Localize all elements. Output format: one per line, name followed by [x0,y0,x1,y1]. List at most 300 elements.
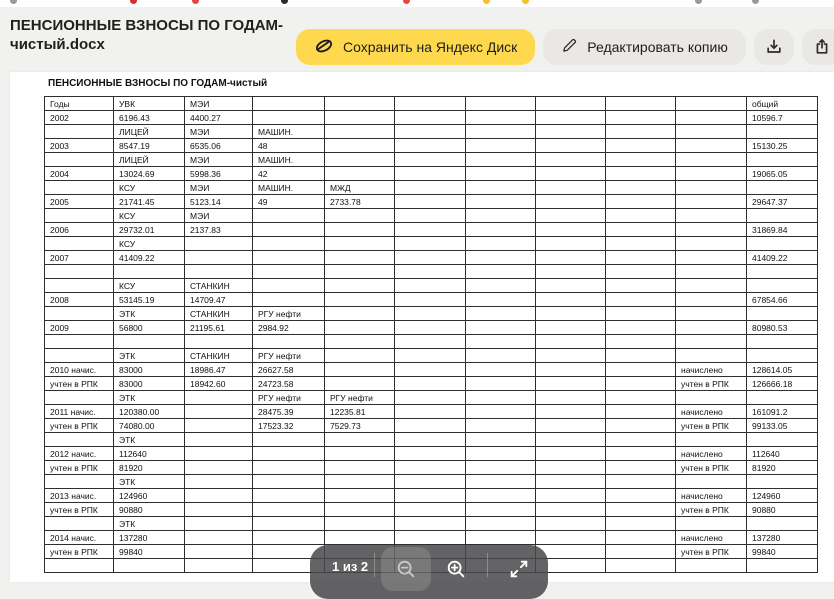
table-cell [253,461,325,475]
table-cell [747,265,818,279]
table-cell: ЛИЦЕЙ [114,153,185,167]
table-cell [606,237,676,251]
table-cell [536,405,606,419]
table-cell: РГУ нефти [325,391,395,405]
table-row [45,125,818,139]
edit-copy-label: Редактировать копию [587,39,728,55]
table-cell: 83000 [114,377,185,391]
table-row [45,461,818,475]
table-cell [747,153,818,167]
table-cell: СТАНКИН [185,349,253,363]
table-cell: 2008 [45,293,114,307]
download-button[interactable] [754,29,794,65]
table-cell [185,335,253,349]
document-viewer [0,68,834,582]
table-cell [536,489,606,503]
table-cell [747,475,818,489]
table-cell: 2014 начис. [45,531,114,545]
table-cell [466,167,536,181]
table-cell [114,335,185,349]
table-row [45,405,818,419]
table-cell: 80980.53 [747,321,818,335]
table-cell: 41409.22 [747,251,818,265]
table-cell [536,251,606,265]
table-cell: 5123.14 [185,195,253,209]
table-cell [395,335,466,349]
table-cell [185,405,253,419]
edit-copy-button[interactable] [543,29,746,65]
table-cell [676,433,747,447]
table-cell: 137280 [747,531,818,545]
viewer-header [0,7,834,68]
table-cell [466,111,536,125]
table-cell [606,391,676,405]
table-cell [185,391,253,405]
table-cell [325,307,395,321]
table-cell [676,349,747,363]
table-cell [676,265,747,279]
table-cell: СТАНКИН [185,279,253,293]
share-icon [812,37,832,57]
table-cell [466,223,536,237]
table-cell: 112640 [747,447,818,461]
table-cell: 19065.05 [747,167,818,181]
table-cell [45,433,114,447]
table-cell [325,251,395,265]
table-cell: 12235.81 [325,405,395,419]
pencil-icon [561,37,578,57]
fullscreen-button[interactable] [494,547,544,591]
table-row [45,335,818,349]
table-cell [606,321,676,335]
table-cell [606,209,676,223]
table-cell [536,279,606,293]
table-cell [395,265,466,279]
table-cell [395,321,466,335]
doc-table-body [45,97,818,573]
table-cell [466,349,536,363]
table-cell [606,195,676,209]
table-cell [466,475,536,489]
table-cell [395,125,466,139]
table-cell [536,293,606,307]
table-cell [114,559,185,573]
table-cell: РГУ нефти [253,391,325,405]
table-cell [536,237,606,251]
share-button[interactable] [802,29,834,65]
table-cell: 90880 [747,503,818,517]
table-cell: МАШИН. [253,125,325,139]
table-cell: МЭИ [185,209,253,223]
table-cell [253,531,325,545]
table-cell: 112640 [114,447,185,461]
table-row [45,111,818,125]
document-page [10,72,834,582]
table-cell [606,503,676,517]
document-heading: ПЕНСИОННЫЕ ВЗНОСЫ ПО ГОДАМ-чистый [48,78,268,89]
table-cell: 18986.47 [185,363,253,377]
table-cell [395,167,466,181]
table-cell [395,97,466,111]
table-cell [325,363,395,377]
table-cell [606,139,676,153]
table-cell [676,559,747,573]
table-cell [606,419,676,433]
table-cell [466,531,536,545]
table-cell: 99133.05 [747,419,818,433]
table-cell [325,139,395,153]
table-cell [395,461,466,475]
table-cell [747,517,818,531]
toolbar-divider [374,553,375,577]
table-cell: МЭИ [185,153,253,167]
table-cell: 81920 [114,461,185,475]
table-cell: начислено [676,531,747,545]
table-cell [676,125,747,139]
table-cell [676,391,747,405]
table-cell: 21741.45 [114,195,185,209]
table-cell [536,461,606,475]
table-cell [747,391,818,405]
table-cell: 2007 [45,251,114,265]
table-cell: начислено [676,363,747,377]
zoom-in-button[interactable] [431,547,481,591]
table-cell [676,153,747,167]
table-row [45,433,818,447]
table-cell [253,293,325,307]
table-cell [395,139,466,153]
table-cell [536,209,606,223]
table-cell [536,531,606,545]
table-cell: 99840 [747,545,818,559]
table-cell: 28475.39 [253,405,325,419]
table-cell [395,447,466,461]
table-cell [606,111,676,125]
table-cell [325,97,395,111]
table-cell: начислено [676,447,747,461]
table-cell [747,209,818,223]
table-row [45,167,818,181]
table-cell: 7529.73 [325,419,395,433]
table-cell [395,475,466,489]
table-cell [606,181,676,195]
table-cell [466,433,536,447]
table-cell [536,517,606,531]
table-cell [325,265,395,279]
table-cell [466,307,536,321]
table-cell [253,111,325,125]
table-cell [395,363,466,377]
table-cell [606,559,676,573]
favicon-fragment [403,0,410,4]
table-cell [676,279,747,293]
table-row [45,321,818,335]
table-cell: МЭИ [185,97,253,111]
table-cell [536,447,606,461]
table-cell [253,209,325,223]
table-cell [325,377,395,391]
table-cell [536,195,606,209]
toolbar-divider [487,553,488,577]
table-cell: 124960 [747,489,818,503]
table-cell [325,153,395,167]
table-cell: 18942.60 [185,377,253,391]
table-cell [325,503,395,517]
table-cell [466,195,536,209]
table-cell [395,405,466,419]
table-cell [747,181,818,195]
table-cell: 120380.00 [114,405,185,419]
table-cell: ЭТК [114,517,185,531]
table-cell [606,97,676,111]
table-cell [325,349,395,363]
table-cell: ЭТК [114,475,185,489]
favicon-fragment [281,0,288,4]
table-cell: 2733.78 [325,195,395,209]
yandex-disk-icon [314,36,334,59]
table-cell [185,559,253,573]
table-cell [45,209,114,223]
zoom-out-icon [395,558,417,580]
table-cell: 2003 [45,139,114,153]
table-cell [676,209,747,223]
table-cell [676,475,747,489]
table-cell [466,293,536,307]
table-cell [536,223,606,237]
table-cell [185,433,253,447]
table-cell: КСУ [114,237,185,251]
table-cell [325,167,395,181]
table-row [45,181,818,195]
table-cell [45,279,114,293]
table-row [45,279,818,293]
table-cell [253,503,325,517]
table-cell [185,531,253,545]
table-row [45,503,818,517]
table-cell: 17523.32 [253,419,325,433]
table-cell [466,489,536,503]
table-cell [325,531,395,545]
table-cell [676,195,747,209]
table-cell [395,349,466,363]
table-cell [466,237,536,251]
table-cell [466,181,536,195]
table-cell: 49 [253,195,325,209]
table-cell [185,265,253,279]
table-cell: ЭТК [114,433,185,447]
pager-zoom-toolbar [310,545,548,599]
table-cell [606,307,676,321]
table-cell [676,111,747,125]
table-cell: 2002 [45,111,114,125]
table-cell: 90880 [114,503,185,517]
table-cell [253,223,325,237]
table-cell: 81920 [747,461,818,475]
table-cell [253,237,325,251]
table-cell: 10596.7 [747,111,818,125]
table-cell [395,433,466,447]
table-cell [395,489,466,503]
table-cell [747,125,818,139]
favicon-fragment [130,0,137,4]
table-cell [114,265,185,279]
table-cell [466,405,536,419]
table-cell: ЭТК [114,391,185,405]
table-cell [253,433,325,447]
table-cell [536,377,606,391]
table-cell [185,461,253,475]
table-cell [606,349,676,363]
favicon-fragment [10,0,17,4]
table-row [45,391,818,405]
table-cell: 83000 [114,363,185,377]
table-cell [325,517,395,531]
save-to-disk-label: Сохранить на Яндекс Диск [343,39,518,55]
table-cell [536,97,606,111]
table-cell [606,405,676,419]
table-cell: 74080.00 [114,419,185,433]
table-cell: начислено [676,489,747,503]
table-cell: 13024.69 [114,167,185,181]
table-cell: УВК [114,97,185,111]
table-cell: 48 [253,139,325,153]
table-cell [466,139,536,153]
table-cell [45,125,114,139]
table-cell: Годы [45,97,114,111]
table-cell [395,503,466,517]
table-cell [676,517,747,531]
table-row [45,265,818,279]
table-cell [45,517,114,531]
table-cell [536,335,606,349]
table-cell: 2005 [45,195,114,209]
table-cell [325,279,395,293]
zoom-out-button[interactable] [381,547,431,591]
table-cell [325,489,395,503]
table-row [45,517,818,531]
table-cell [606,475,676,489]
download-icon [764,37,784,57]
table-cell [253,517,325,531]
table-cell: 99840 [114,545,185,559]
table-cell: КСУ [114,181,185,195]
table-row [45,293,818,307]
table-cell: 5998.36 [185,167,253,181]
table-cell [395,279,466,293]
table-cell: 2012 начис. [45,447,114,461]
favicon-fragment [483,0,490,4]
favicon-fragment [752,0,759,4]
table-cell [325,447,395,461]
table-cell [606,363,676,377]
table-row [45,307,818,321]
table-cell [536,419,606,433]
table-cell [395,111,466,125]
table-cell [676,237,747,251]
table-row [45,363,818,377]
table-cell [325,223,395,237]
table-cell [253,251,325,265]
table-cell [536,125,606,139]
table-cell: 2010 начис. [45,363,114,377]
table-cell: учтен в РПК [676,545,747,559]
table-cell [45,475,114,489]
save-to-disk-button[interactable] [296,29,535,65]
table-cell [676,307,747,321]
favicon-fragment [192,0,199,4]
table-cell [606,461,676,475]
fullscreen-icon [508,558,530,580]
table-cell: ЭТК [114,349,185,363]
table-cell: 56800 [114,321,185,335]
table-cell [536,181,606,195]
table-cell [253,489,325,503]
table-cell: 67854.66 [747,293,818,307]
table-cell [45,559,114,573]
table-cell [325,111,395,125]
table-cell: 2004 [45,167,114,181]
table-cell [676,321,747,335]
table-cell: 53145.19 [114,293,185,307]
table-cell: учтен в РПК [676,461,747,475]
table-cell [325,293,395,307]
table-cell [185,237,253,251]
zoom-in-icon [445,558,467,580]
table-cell: 15130.25 [747,139,818,153]
table-row [45,237,818,251]
table-cell [395,377,466,391]
table-cell [395,307,466,321]
table-cell: 2006 [45,223,114,237]
table-cell [466,125,536,139]
table-cell: 29732.01 [114,223,185,237]
table-cell [466,97,536,111]
table-cell [676,251,747,265]
table-cell [466,377,536,391]
table-cell [253,265,325,279]
table-cell [253,279,325,293]
table-cell: 124960 [114,489,185,503]
table-cell [466,153,536,167]
table-cell [45,265,114,279]
table-cell: 126666.18 [747,377,818,391]
table-cell [45,349,114,363]
table-cell: 41409.22 [114,251,185,265]
table-cell [466,391,536,405]
table-cell: МЭИ [185,125,253,139]
table-cell [606,125,676,139]
table-cell: 128614.05 [747,363,818,377]
page-indicator: 1 из 2 [332,559,369,574]
favicon-fragment [522,0,529,4]
table-cell: учтен в РПК [676,377,747,391]
table-cell [466,209,536,223]
table-cell: 2984.92 [253,321,325,335]
table-cell [747,433,818,447]
table-cell [466,447,536,461]
table-cell [45,335,114,349]
table-cell: начислено [676,405,747,419]
table-cell [747,279,818,293]
table-cell [395,195,466,209]
table-cell [606,517,676,531]
table-cell [536,363,606,377]
table-cell [395,419,466,433]
table-cell [253,475,325,489]
table-cell [45,307,114,321]
table-cell [466,503,536,517]
table-cell [536,433,606,447]
